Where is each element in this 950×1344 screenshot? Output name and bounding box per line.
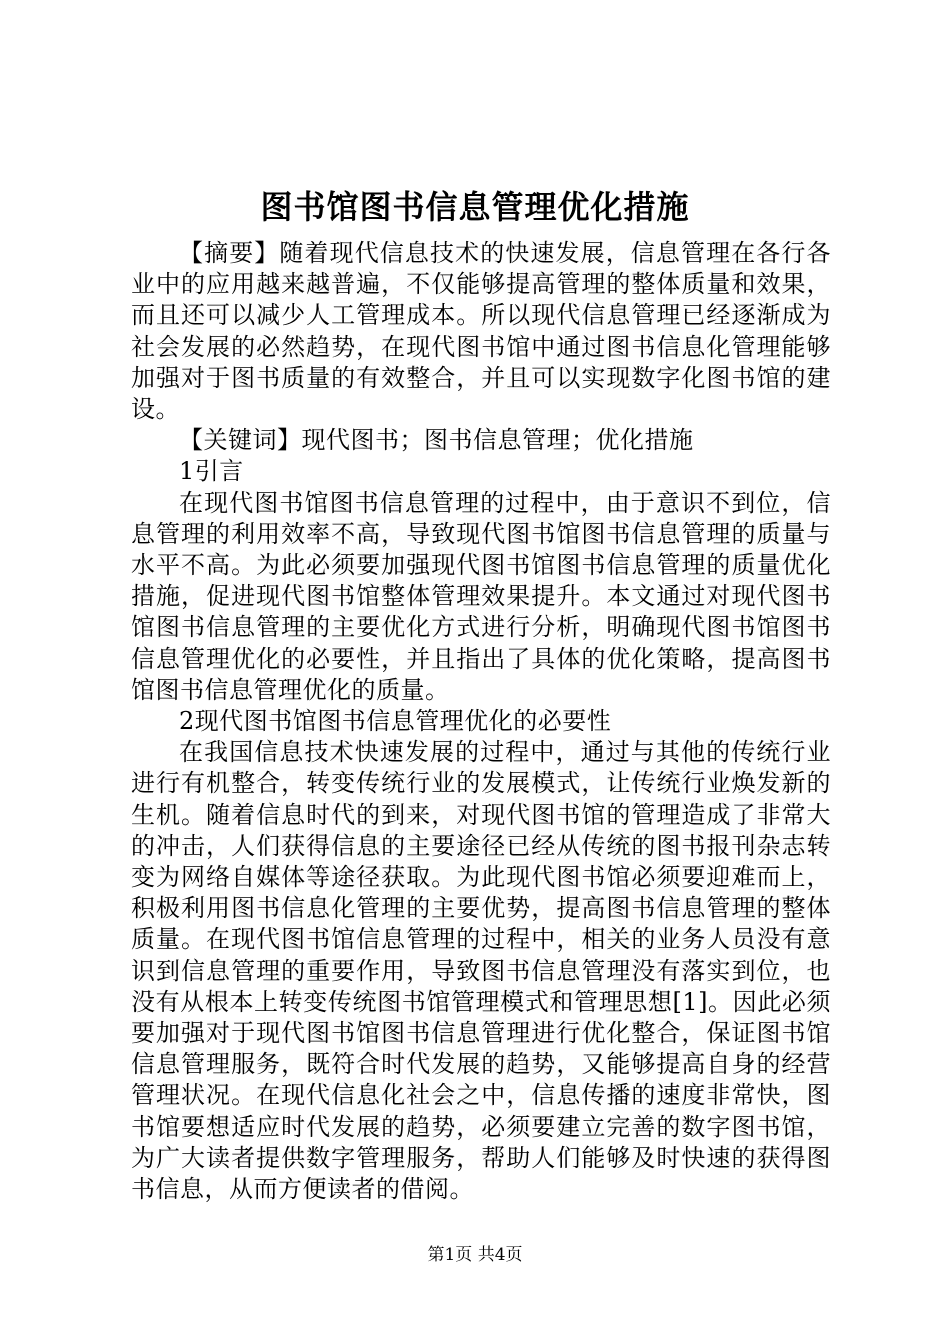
abstract-paragraph: 【摘要】随着现代信息技术的快速发展，信息管理在各行各业中的应用越来越普遍，不仅能够提高管理的整体质量和效果，而且还可以减少人工管理成本。所以现代信息管理已经逐渐成为社会发展的必然趋势，在现代图书馆中通过图书信息化管理能够加强对于图书质量的有效整合，并且可以实现数字化图书馆的建设。 bbox=[131, 239, 831, 424]
document-title: 图书馆图书信息管理优化措施 bbox=[260, 188, 690, 226]
section-heading-2: 2现代图书馆图书信息管理优化的必要性 bbox=[179, 707, 612, 736]
section-heading-1: 1引言 bbox=[179, 457, 244, 486]
section-2-paragraph: 在我国信息技术快速发展的过程中，通过与其他的传统行业进行有机整合，转变传统行业的发展模式，让传统行业焕发新的生机。随着信息时代的到来，对现代图书馆的管理造成了非常大的冲击，人们获得信息的主要途径已经从传统的图书报刊杂志转变为网络自媒体等途径获取。为此现代图书馆必须要迎难而上，积极利用图书信息化管理的主要优势，提高图书信息管理的整体质量。在现代图书馆信息管理的过程中，相关的业务人员没有意识到信息管理的重要作用，导致图书信息管理没有落实到位，也没有从根本上转变传统图书馆管理模式和管理思想[1]。因此必须要加强对于现代图书馆图书信息管理进行优化整合，保证图书馆信息管理服务，既符合时代发展的趋势，又能够提高自身的经营管理状况。在现代信息化社会之中，信息传播的速度非常快，图书馆要想适应时代发展的趋势，必须要建立完善的数字图书馆，为广大读者提供数字管理服务，帮助人们能够及时快速的获得图书信息，从而方便读者的借阅。 bbox=[131, 738, 831, 1204]
document-body bbox=[131, 238, 831, 1205]
keywords-paragraph: 【关键词】现代图书；图书信息管理；优化措施 bbox=[179, 426, 694, 455]
page-number-footer: 第1页 共4页 bbox=[427, 1245, 523, 1265]
section-1-paragraph: 在现代图书馆图书信息管理的过程中，由于意识不到位，信息管理的利用效率不高，导致现代图书馆图书信息管理的质量与水平不高。为此必须要加强现代图书馆图书信息管理的质量优化措施，促进现代图书馆整体管理效果提升。本文通过对现代图书馆图书信息管理的主要优化方式进行分析，明确现代图书馆图书信息管理优化的必要性，并且指出了具体的优化策略，提高图书馆图书信息管理优化的质量。 bbox=[131, 488, 831, 704]
